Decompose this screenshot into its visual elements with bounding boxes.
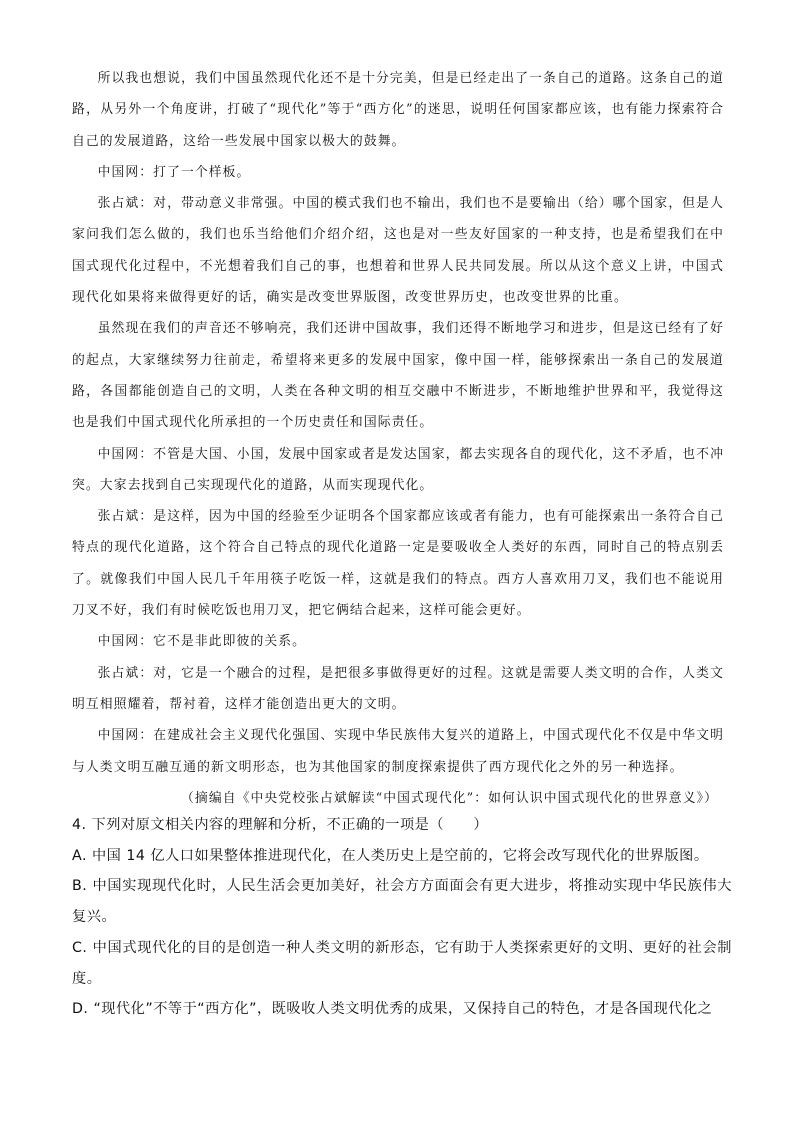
passage-paragraph: 虽然现在我们的声音还不够响亮，我们还讲中国故事，我们还得不断地学习和进步，但是这已经有了好的起点，大家继续努力往前走，希望将来更多的发展中国家，像中国一样，能够探索出一条自己的发展道路，各国都能创造自己的文明，人类在各种文明的相互交融中不断进步，不断地维护世界和平，我觉得这也是我们中国式现代化所承担的一个历史责任和国际责任。 (72, 321, 724, 431)
passage-paragraph: 张占斌：是这样，因为中国的经验至少证明各个国家都应该或者有能力，也有可能探索出一条符合自己特点的现代化道路，这个符合自己特点的现代化道路一定是要吸收全人类好的东西，同时自己的特点别丢了。就像我们中国人民几千年用筷子吃饭一样，这就是我们的特点。西方人喜欢用刀叉，我们也不能说用刀叉不好，我们有时候吃饭也用刀叉，把它俩结合起来，这样可能会更好。 (72, 509, 724, 619)
option-a: A. 中国 14 亿人口如果整体推进现代化，在人类历史上是空前的，它将会改写现代化的世界版图。 (72, 847, 709, 864)
passage-paragraph: 张占斌：对，它是一个融合的过程，是把很多事做得更好的过程。这就是需要人类文明的合作，人类文明互相照耀着，帮衬着，这样才能创造出更大的文明。 (72, 665, 724, 712)
passage-paragraph: 所以我也想说，我们中国虽然现代化还不是十分完美，但是已经走出了一条自己的道路。这条自己的道路，从另外一个角度讲，打破了“现代化”等于“西方化”的迷思，说明任何国家都应该，也有能力探索符合自己的发展道路，这给一些发展中国家以极大的鼓舞。 (72, 71, 724, 149)
option-d: D. “现代化”不等于“西方化”，既吸收人类文明优秀的成果，又保持自己的特色，才是各国现代化之 (72, 1001, 713, 1018)
reading-passage (72, 63, 724, 814)
passage-paragraph: 中国网：它不是非此即彼的关系。 (97, 634, 307, 650)
passage-paragraph: 中国网：不管是大国、小国，发展中国家或者是发达国家，都去实现各自的现代化，这不矛盾，也不冲突。大家去找到自己实现现代化的道路，从而实现现代化。 (72, 446, 724, 493)
option-b: B. 中国实现现代化时，人民生活会更加美好，社会方方面面会有更大进步，将推动实现中华民族伟大复兴。 (72, 878, 732, 926)
option-c: C. 中国式现代化的目的是创造一种人类文明的新形态，它有助于人类探索更好的文明、更好的社会制度。 (72, 939, 732, 987)
question-block (72, 810, 732, 1025)
passage-paragraph: 中国网：打了一个样板。 (97, 164, 251, 180)
question-stem: 4. 下列对原文相关内容的理解和分析，不正确的一项是（ ） (72, 817, 489, 833)
passage-paragraph: 中国网：在建成社会主义现代化强国、实现中华民族伟大复兴的道路上，中国式现代化不仅是中华文明与人类文明互融互通的新文明形态，也为其他国家的制度探索提供了西方现代化之外的另一种选择。 (72, 728, 724, 775)
source-citation: （摘编自《中央党校张占斌解读“中国式现代化”：如何认识中国式现代化的世界意义》） (181, 790, 718, 806)
passage-paragraph: 张占斌：对，带动意义非常强。中国的模式我们也不输出，我们也不是要输出（给）哪个国家，但是人家问我们怎么做的，我们也乐当给他们介绍介绍，这也是对一些友好国家的一种支持，也是希望我们在中国式现代化过程中，不光想着我们自己的事，也想着和世界人民共同发展。所以从这个意义上讲，中国式现代化如果将来做得更好的话，确实是改变世界版图，改变世界历史，也改变世界的比重。 (72, 196, 724, 306)
